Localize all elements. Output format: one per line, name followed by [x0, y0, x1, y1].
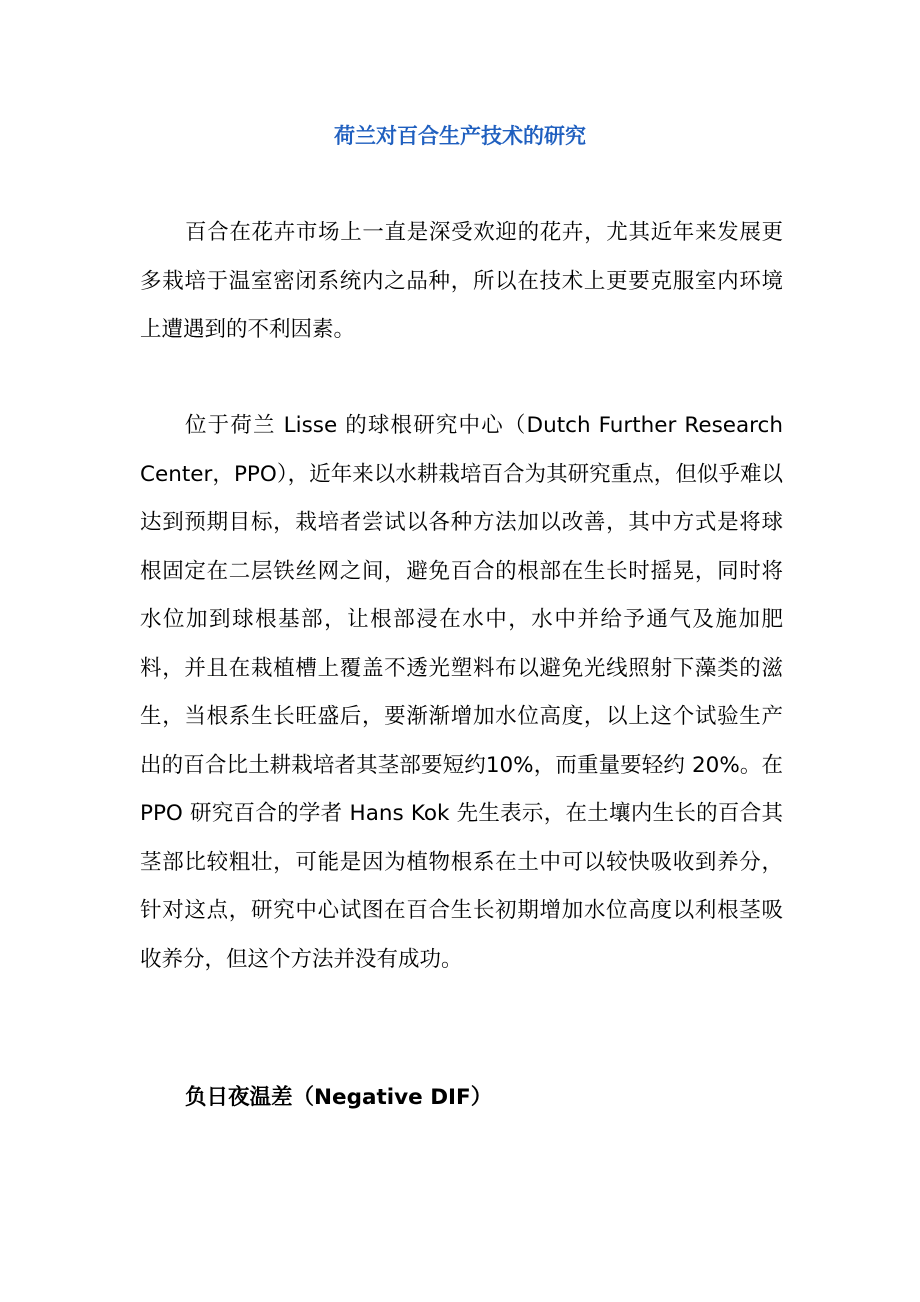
paragraph-intro: 百合在花卉市场上一直是深受欢迎的花卉，尤其近年来发展更多栽培于温室密闭系统内之品种，所以在技术上更要克服室内环境上遭遇到的不利因素。: [140, 220, 783, 342]
paragraph-research: 位于荷兰 Lisse 的球根研究中心（Dutch Further Research Center，PPO），近年来以水耕栽培百合为其研究重点，但似乎难以达到预期目标，栽培者尝试以各种方法加以改善，其中方式是将球根固定在二层铁丝网之间，避免百合的根部在生长时摇晃，同时将水位加到球根基部，让根部浸在水中，水中并给予通气及施加肥料，并且在栽植槽上覆盖不透光塑料布以避免光线照射下藻类的滋生，当根系生长旺盛后，要渐渐增加水位高度，以上这个试验生产出的百合比土耕栽培者其茎部要短约10%，而重量要轻约 20%。在 PPO 研究百合的学者 Hans Kok 先生表示，在土壤内生长的百合其茎部比较粗壮，可能是因为植物根系在土中可以较快吸收到养分，针对这点，研究中心试图在百合生长初期增加水位高度以利根茎吸收养分，但这个方法并没有成功。: [140, 413, 783, 972]
document-title: 荷兰对百合生产技术的研究: [334, 124, 586, 148]
section-heading: 负日夜温差（Negative DIF）: [185, 1085, 493, 1110]
